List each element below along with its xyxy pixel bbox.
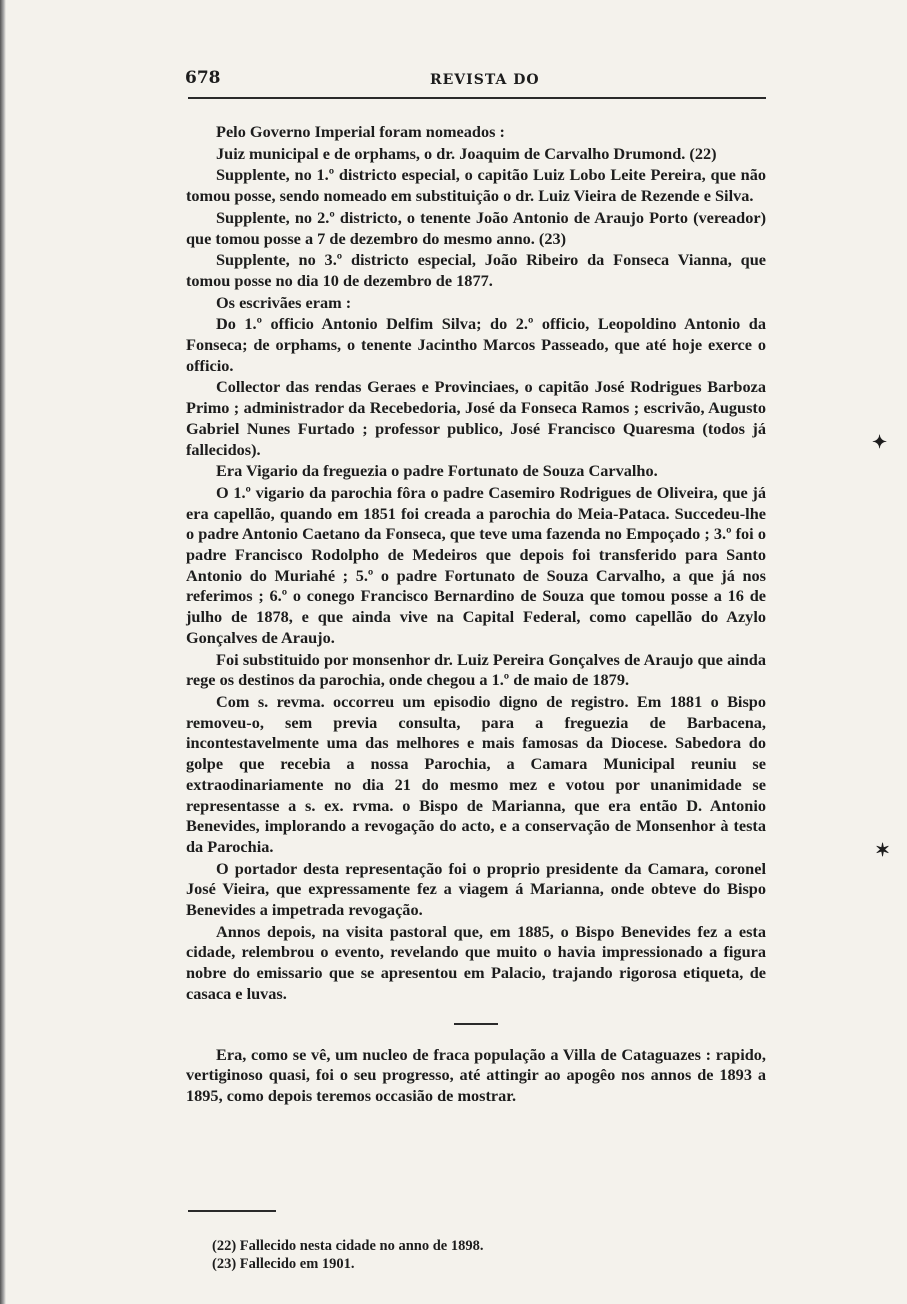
footnote-rule xyxy=(188,1210,276,1212)
paragraph: Era Vigario da freguezia o padre Fortunato de Souza Carvalho. xyxy=(216,461,658,481)
footnotes xyxy=(212,1237,712,1273)
paragraph: Juiz municipal e de orphams, o dr. Joaquim de Carvalho Drumond. (22) xyxy=(216,143,717,163)
body-text xyxy=(186,122,766,1108)
paragraph: Do 1.º officio Antonio Delfim Silva; do 2.º officio, Leopoldino Antonio da Fonseca; de orphams, o tenente Jacintho Marcos Passeado, que até hoje exerce o officio. xyxy=(186,314,766,375)
paragraph: Annos depois, na visita pastoral que, em 1885, o Bispo Benevides fez a esta cidade, relembrou o evento, revelando que muito o havia impressionado a figura nobre do emissario que se apresentou em Palacio, trajando rigorosa etiqueta, de casaca e luvas. xyxy=(186,921,766,1003)
page-header xyxy=(185,68,765,94)
paragraph: Supplente, no 3.º districto especial, João Ribeiro da Fonseca Vianna, que tomou posse no dia 10 de dezembro de 1877. xyxy=(186,250,766,290)
closing-paragraph: Era, como se vê, um nucleo de fraca população a Villa de Cataguazes : rapido, vertiginoso quasi, foi o seu progresso, até attingir ao apogêo nos annos de 1893 a 1895, como depois teremos occasião de mostrar. xyxy=(186,1044,766,1105)
running-head: REVISTA DO xyxy=(430,72,540,88)
paragraph: Os escrivães eram : xyxy=(216,292,352,312)
header-rule xyxy=(188,97,766,99)
margin-mark: ✦ xyxy=(872,432,888,453)
margin-mark: ✶ xyxy=(875,840,891,861)
paragraph: O portador desta representação foi o proprio presidente da Camara, coronel José Vieira, que expressamente fez a viagem á Marianna, onde obteve do Bispo Benevides a impetrada revogação. xyxy=(186,858,766,920)
paragraph: Collector das rendas Geraes e Provinciaes, o capitão José Rodrigues Barboza Primo ; administrador da Recebedoria, José da Fonseca Ramos ; escrivão, Augusto Gabriel Nunes Furtado ; professor publico, José Francisco Quaresma (todos já fallecidos). xyxy=(186,377,766,459)
footnote: (22) Fallecido nesta cidade no anno de 1898. xyxy=(212,1238,484,1254)
paragraph: O 1.º vigario da parochia fôra o padre Casemiro Rodrigues de Oliveira, que já era capellão, quando em 1851 foi creada a parochia do Meia-Pataca. Succedeu-lhe o padre Antonio Caetano da Fonseca, que teve uma fazenda no Empoçado ; 3.º foi o padre Francisco Rodolpho de Medeiros que depois foi transferido para Santo Antonio do Muriahé ; 5.º o padre Fortunato de Souza Carvalho, a que já nos referimos ; 6.º o conego Francisco Bernardino de Souza que tomou posse a 16 de julho de 1878, e que ainda vive na Capital Federal, como capellão do Azylo Gonçalves de Araujo. xyxy=(186,482,766,647)
binding-edge xyxy=(0,0,6,1304)
paragraph: Supplente, no 1.º districto especial, o capitão Luiz Lobo Leite Pereira, que não tomou posse, sendo nomeado em substituição o dr. Luiz Vieira de Rezende e Silva. xyxy=(186,165,766,206)
section-separator xyxy=(454,1023,498,1025)
paragraph: Foi substituido por monsenhor dr. Luiz Pereira Gonçalves de Araujo que ainda rege os destinos da parochia, onde chegou a 1.º de maio de 1879. xyxy=(186,649,766,690)
paragraph: Com s. revma. occorreu um episodio digno de registro. Em 1881 o Bispo removeu-o, sem previa consulta, para a freguezia de Barbacena, incontestavelmente uma das melhores e mais famosas da Diocese. Sabedora do golpe que recebia a nossa Parochia, a Camara Municipal reuniu se extraodinariamente no dia 21 do mesmo mez e votou por unanimidade se representasse a s. ex. rvma. o Bispo de Marianna, que era então D. Antonio Benevides, implorando a revogação do acto, e a conservação de Monsenhor à testa da Parochia. xyxy=(186,691,766,856)
footnote: (23) Fallecido em 1901. xyxy=(212,1256,355,1272)
paragraph: Supplente, no 2.º districto, o tenente João Antonio de Araujo Porto (vereador) que tomou posse a 7 de dezembro do mesmo anno. (23) xyxy=(186,207,766,248)
paragraph: Pelo Governo Imperial foram nomeados : xyxy=(216,122,505,141)
page-number: 678 xyxy=(185,68,221,88)
